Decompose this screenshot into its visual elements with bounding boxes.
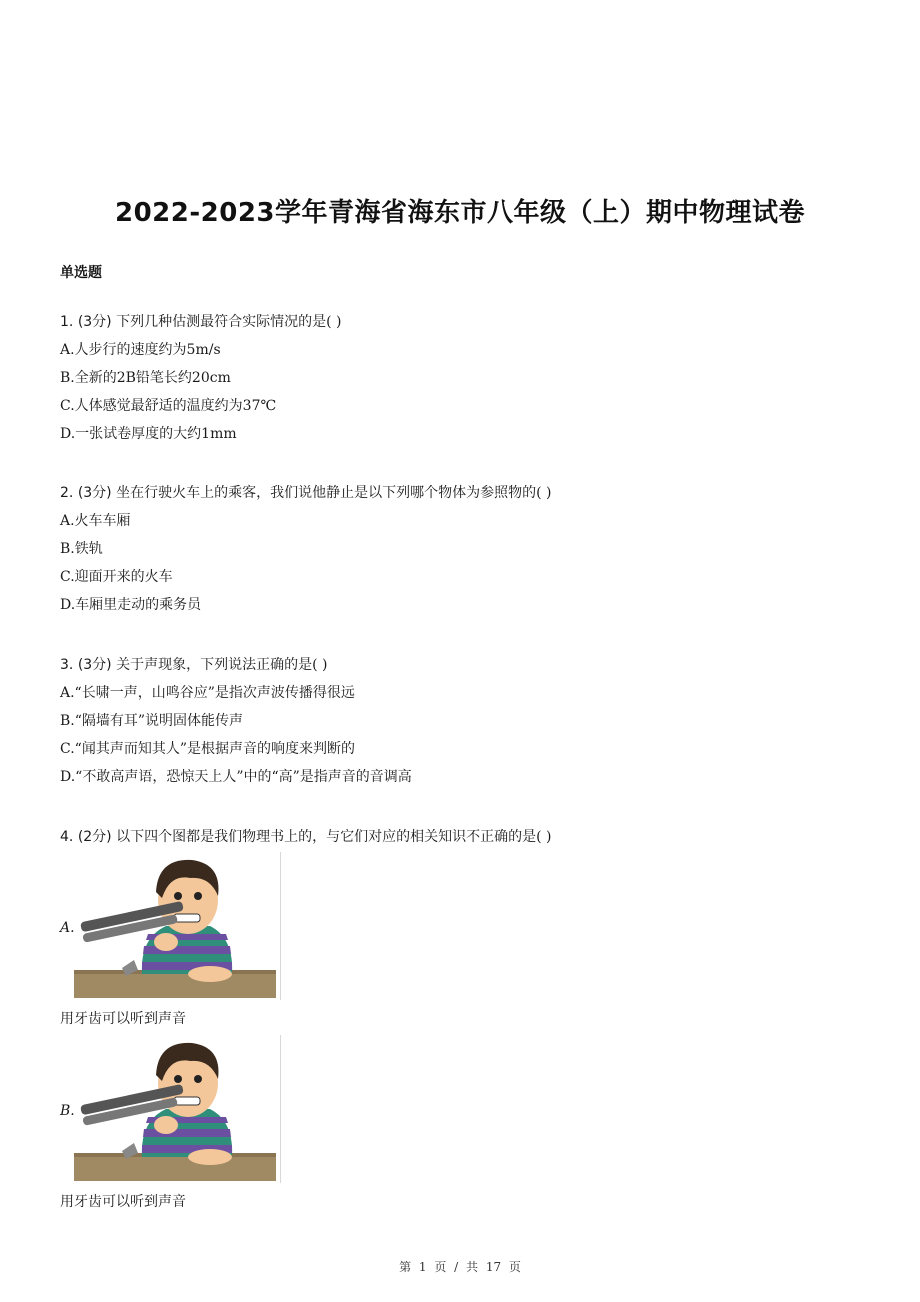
question-text: 关于声现象，下列说法正确的是( ) xyxy=(116,657,328,673)
question-number: 1. xyxy=(60,314,74,330)
figure-a-caption: 用牙齿可以听到声音 xyxy=(60,1011,186,1027)
figure-b-image xyxy=(70,1035,281,1183)
section-heading: 单选题 xyxy=(60,265,102,281)
option-b: B.铁轨 xyxy=(60,541,103,557)
option-a: A.火车车厢 xyxy=(60,513,131,529)
question-1-stem xyxy=(60,313,341,331)
option-d: D.“不敢高声语，恐惊天上人”中的“高”是指声音的音调高 xyxy=(60,769,412,785)
question-number: 3. xyxy=(60,657,74,673)
question-score: (3分) xyxy=(77,314,112,330)
question-text: 以下四个图都是我们物理书上的，与它们对应的相关知识不正确的是( ) xyxy=(116,829,552,845)
question-number: 2. xyxy=(60,485,74,501)
option-a: A.人步行的速度约为5m/s xyxy=(60,342,221,358)
question-score: (2分) xyxy=(77,829,112,845)
option-b: B.“隔墙有耳”说明固体能传声 xyxy=(60,713,244,729)
option-d: D.一张试卷厚度的大约1mm xyxy=(60,426,237,442)
question-score: (3分) xyxy=(77,657,112,673)
option-c: C.迎面开来的火车 xyxy=(60,569,173,585)
question-text: 下列几种估测最符合实际情况的是( ) xyxy=(116,314,342,330)
boy-biting-tuning-fork-illustration xyxy=(70,1035,280,1183)
figure-a-image xyxy=(70,852,281,1000)
option-d: D.车厢里走动的乘务员 xyxy=(60,597,202,613)
figure-a-label: A. xyxy=(60,920,75,936)
question-3-stem xyxy=(60,656,327,674)
boy-biting-tuning-fork-illustration xyxy=(70,852,280,1000)
question-text: 坐在行驶火车上的乘客，我们说他静止是以下列哪个物体为参照物的( ) xyxy=(116,485,552,501)
question-number: 4. xyxy=(60,829,74,845)
option-c: C.人体感觉最舒适的温度约为37℃ xyxy=(60,398,277,414)
question-4-stem xyxy=(60,828,551,846)
option-c: C.“闻其声而知其人”是根据声音的响度来判断的 xyxy=(60,741,355,757)
figure-b-caption: 用牙齿可以听到声音 xyxy=(60,1194,186,1210)
option-a: A.“长啸一声，山鸣谷应”是指次声波传播得很远 xyxy=(60,685,355,701)
question-2-stem xyxy=(60,484,551,502)
option-b: B.全新的2B铅笔长约20cm xyxy=(60,370,231,386)
page-title: 2022-2023学年青海省海东市八年级（上）期中物理试卷 xyxy=(114,198,806,228)
page-footer: 第 1 页 / 共 17 页 xyxy=(399,1260,521,1274)
question-score: (3分) xyxy=(77,485,112,501)
figure-b-label: B. xyxy=(60,1103,75,1119)
